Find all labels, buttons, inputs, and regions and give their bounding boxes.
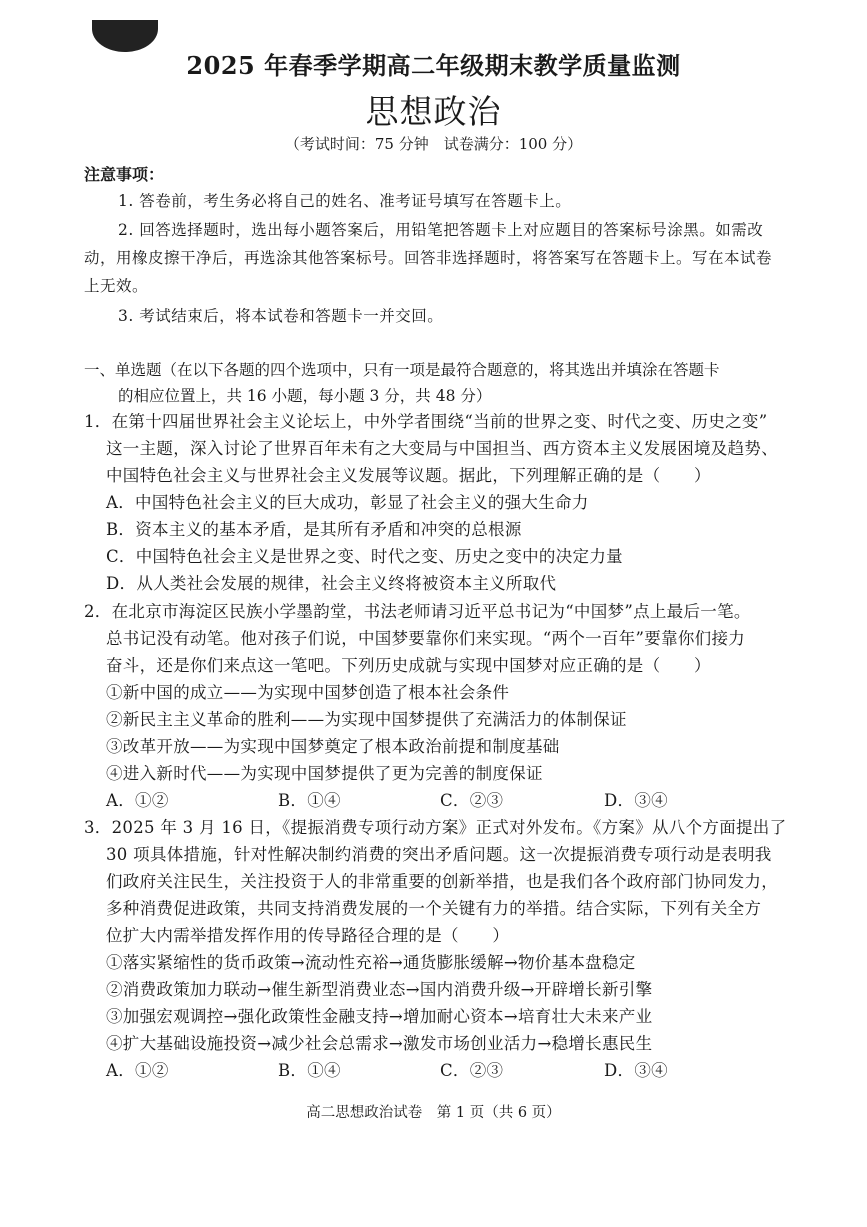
question-2-stem-line: 2．在北京市海淀区民族小学墨韵堂，书法老师请习近平总书记为“中国梦”点上最后一笔。 — [84, 602, 751, 621]
question-2-choice-b: B．①④ — [278, 791, 341, 810]
question-1-option-d: D．从人类社会发展的规律，社会主义终将被资本主义所取代 — [106, 574, 557, 593]
question-1-stem-line: 1．在第十四届世界社会主义论坛上，中外学者围绕“当前的世界之变、时代之变、历史之变” — [84, 412, 768, 431]
section-heading-line-2: 的相应位置上，共 16 小题，每小题 3 分，共 48 分） — [118, 387, 492, 405]
question-2-choice-c: C．②③ — [440, 791, 504, 810]
page-footer: 高二思想政治试卷 第 1 页（共 6 页） — [306, 1105, 561, 1121]
question-3-stem-line: 们政府关注民生，关注投资于人的非常重要的创新举措，也是我们各个政府部门协同发力， — [106, 872, 778, 891]
question-2-statement-4: ④进入新时代——为实现中国梦提供了更为完善的制度保证 — [106, 764, 543, 783]
question-3-statement-3: ③加强宏观调控→强化政策性金融支持→增加耐心资本→培育壮大未来产业 — [106, 1007, 653, 1026]
question-3-statement-1: ①落实紧缩性的货币政策→流动性充裕→通货膨胀缓解→物价基本盘稳定 — [106, 953, 636, 972]
question-2-statement-3: ③改革开放——为实现中国梦奠定了根本政治前提和制度基础 — [106, 737, 560, 756]
note-item-1: 1. 答卷前，考生务必将自己的姓名、准考证号填写在答题卡上。 — [118, 192, 572, 210]
question-3-stem-line: 位扩大内需举措发挥作用的传导路径合理的是（ ） — [106, 926, 510, 945]
question-2-statement-1: ①新中国的成立——为实现中国梦创造了根本社会条件 — [106, 683, 510, 702]
question-3-statement-4: ④扩大基础设施投资→减少社会总需求→激发市场创业活力→稳增长惠民生 — [106, 1034, 653, 1053]
exam-title: 2025 年春季学期高二年级期末教学质量监测 — [186, 51, 681, 80]
question-2-statement-2: ②新民主主义革命的胜利——为实现中国梦提供了充满活力的体制保证 — [106, 710, 627, 729]
question-3-choice-c: C．②③ — [440, 1061, 504, 1080]
question-3-stem-line: 3．2025 年 3 月 16 日，《提振消费专项行动方案》正式对外发布。《方案》从八个方面提出了 — [84, 818, 787, 837]
question-3-stem-line: 30 项具体措施，针对性解决制约消费的突出矛盾问题。这一次提振消费专项行动是表明我 — [106, 845, 772, 864]
question-3 — [84, 814, 796, 1084]
question-3-choice-d: D．③④ — [604, 1061, 668, 1080]
question-2 — [84, 598, 796, 814]
question-3-statement-2: ②消费政策加力联动→催生新型消费业态→国内消费升级→开辟增长新引擎 — [106, 980, 653, 999]
question-1-option-c: C．中国特色社会主义是世界之变、时代之变、历史之变中的决定力量 — [106, 547, 623, 566]
question-3-choice-a: A．①② — [106, 1061, 169, 1080]
question-2-stem-line: 奋斗，还是你们来点这一笔吧。下列历史成就与实现中国梦对应正确的是（ ） — [106, 656, 711, 675]
section-heading-line-1: 一、单选题（在以下各题的四个选项中，只有一项是最符合题意的，将其选出并填涂在答题卡 — [84, 361, 720, 379]
question-1-option-b: B．资本主义的基本矛盾，是其所有矛盾和冲突的总根源 — [106, 520, 522, 539]
note-item-3: 3. 考试结束后，将本试卷和答题卡一并交回。 — [118, 307, 444, 325]
exam-info: （考试时间：75 分钟 试卷满分：100 分） — [284, 135, 583, 153]
note-item-2: 2. 回答选择题时，选出每小题答案后，用铅笔把答题卡上对应题目的答案标号涂黑。如需改动，用橡皮擦干净后，再选涂其他答案标号。回答非选择题时，将答案写在答题卡上。写在本试卷上无效。 — [84, 221, 773, 295]
subject-title: 思想政治 — [365, 92, 502, 131]
notes-heading: 注意事项： — [84, 165, 165, 184]
question-3-stem-line: 多种消费促进政策，共同支持消费发展的一个关键有力的举措。结合实际，下列有关全方 — [106, 899, 762, 918]
question-2-stem-line: 总书记没有动笔。他对孩子们说，中国梦要靠你们来实现。“两个一百年”要靠你们接力 — [106, 629, 746, 648]
question-2-choice-d: D．③④ — [604, 791, 668, 810]
question-1-stem-line: 中国特色社会主义与世界社会主义发展等议题。据此，下列理解正确的是（ ） — [106, 466, 711, 485]
question-2-choices — [84, 787, 796, 814]
section-heading — [84, 357, 794, 409]
question-1 — [84, 408, 796, 597]
question-1-option-a: A．中国特色社会主义的巨大成功，彰显了社会主义的强大生命力 — [106, 493, 589, 512]
question-2-choice-a: A．①② — [106, 791, 169, 810]
question-3-choice-b: B．①④ — [278, 1061, 341, 1080]
question-3-choices — [84, 1057, 796, 1084]
question-1-stem-line: 这一主题，深入讨论了世界百年未有之大变局与中国担当、西方资本主义发展困境及趋势、 — [106, 439, 778, 458]
